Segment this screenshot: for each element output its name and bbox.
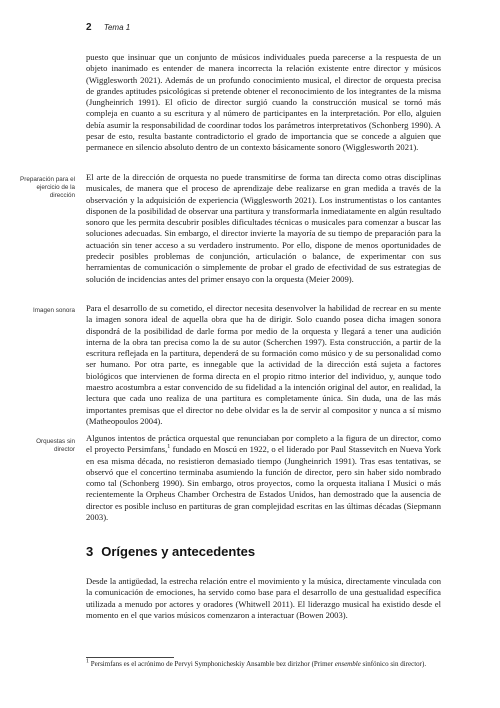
section-number: 3	[86, 544, 94, 559]
paragraph-text-part: fundado en Moscú en 1922, o el liderado por Paul Stassevitch en Nueva York en esa misma década, no resistieron demasiado tiempo (Jungheinrich 1991). Tras esas tentativas, se observó que el concertino terminaba asumiendo la función de director, pero sin haber sido nombrado como tal (Schonberg 1990). Sin embargo, otros proyectos, como la orquesta italiana I Musici o más recientemente la Orpheus Chamber Orchestra de Estados Unidos, han demostrado que la ausencia de director es posible incluso en partituras de gran complejidad escritas en las últimas décadas (Siepmann 2003).	[86, 444, 441, 523]
paragraph-preparacion	[86, 172, 441, 285]
page-number: 2	[86, 22, 92, 33]
paragraph-imagen-sonora	[86, 303, 441, 427]
footnote-italic: ensemble	[334, 660, 361, 668]
paragraph-origenes	[86, 576, 441, 621]
section-heading	[86, 544, 255, 559]
section-title: Orígenes y antecedentes	[101, 544, 256, 559]
footnote	[86, 660, 441, 669]
footnote-divider	[86, 657, 174, 658]
margin-note-orquestas-sin-director: Orquestas sin director	[36, 438, 75, 454]
paragraph-text: Para el desarrollo de su cometido, el director necesita desenvolver la habilidad de recrear en su mente la imagen sonora ideal de aquella obra que ha de dirigir. Solo cuando posea dicha imagen sonora dispondrá de la posibilidad de darle forma por medio de la orquesta y llegará a tener una audición interna de la obra tan precisa como la de su autor (Scherchen 1997). Esta construcción, a partir de la escritura reflejada en la partitura, dependerá de su formación como músico y de su personalidad como ser humano. Por otra parte, es innegable que la actividad de la dirección está sujeta a factores biológicos que intervienen de forma directa en el propio ritmo interior del individuo, y, aunque todo maestro acostumbra a estar convencido de su fidelidad a la intención original del autor, en realidad, la lectura que cada uno realiza de una partitura es completamente única. Sin duda, una de las más importantes premisas que el director no debe olvidar es la de servir al compositor y nunca a sí mismo (Matheopoulos 2004).	[86, 303, 441, 426]
paragraph-text: El arte de la dirección de orquesta no puede transmitirse de forma tan directa como otras disciplinas musicales, de manera que el proceso de aprendizaje debe realizarse en gran medida a través de la observación y la adquisición de experiencia (Wigglesworth 2021). Los instrumentistas o los cantantes disponen de la posibilidad de observar una partitura y transformarla inmediatamente en algún resultado sonoro que les permita descubrir posibles dificultades técnicas o musicales para comenzar a buscar las soluciones adecuadas. Sin embargo, el director invierte la mayoría de su tiempo de preparación para la actuación sin tener acceso a su verdadero instrumento. Por ello, dispone de menos oportunidades de predecir posibles problemas de conjunción, articulación o balance, de experimentar con sus herramientas de comunicación o simplemente de probar el grado de efectividad de sus estrategias de solución de incidencias antes del primer ensayo con la orquesta (Meier 2009).	[86, 172, 441, 284]
running-title: Tema 1	[103, 23, 131, 32]
paragraph-text: Desde la antigüedad, la estrecha relación entre el movimiento y la música, directamente vinculada con la comunicación de emociones, ha servido como base para el desarrollo de una gestualidad específica utilizada a menudo por actores y oradores (Whitwell 2011). El liderazgo musical ha existido desde el momento en el que varios músicos comenzaron a interactuar (Bowen 2003).	[86, 576, 441, 620]
running-header	[86, 22, 130, 33]
margin-note-preparacion: Preparación para el ejercicio de la dirección	[20, 176, 75, 200]
paragraph-text	[86, 433, 441, 523]
margin-note-imagen-sonora: Imagen sonora	[32, 307, 75, 314]
footnote-mark: 1	[86, 658, 89, 665]
paragraph-intro	[86, 52, 441, 154]
footnote-text-part: sinfónico sin director).	[360, 660, 427, 668]
paragraph-text-part: Algunos intentos de práctica orquestal que renunciaban por completo a la figura de un director, como el proyecto Persimfans,	[86, 433, 441, 455]
paragraph-orquestas-sin-director	[86, 433, 441, 523]
paragraph-text: puesto que insinuar que un conjunto de músicos individuales pueda parecerse a la respuesta de un objeto inanimado es entender de manera incorrecta la relación existente entre director y músicos (Wigglesworth 2021). Además de un profundo conocimiento musical, el director de orquesta precisa de grandes aptitudes psicológicas si pretende obtener el reconocimiento de los integrantes de la misma (Jungheinrich 1991). El oficio de director surgió cuando la construcción musical se tornó más compleja en cuanto a su escritura y al número de participantes en la interpretación. Por ello, alguien debía asumir la responsabilidad de coordinar todos los parámetros interpretativos (Schonberg 1990). A pesar de esto, resulta bastante contradictorio el grado de importancia que se concede a alguien que permanece en silencio absoluto dentro de un contexto básicamente sonoro (Wigglesworth 2021).	[86, 52, 441, 153]
footnote-text-part: Persimfans es el acrónimo de Pervyi Symphonicheskiy Ansamble bez dirizhor (Primer	[89, 660, 335, 668]
footnote-reference[interactable]: 1	[167, 444, 171, 451]
